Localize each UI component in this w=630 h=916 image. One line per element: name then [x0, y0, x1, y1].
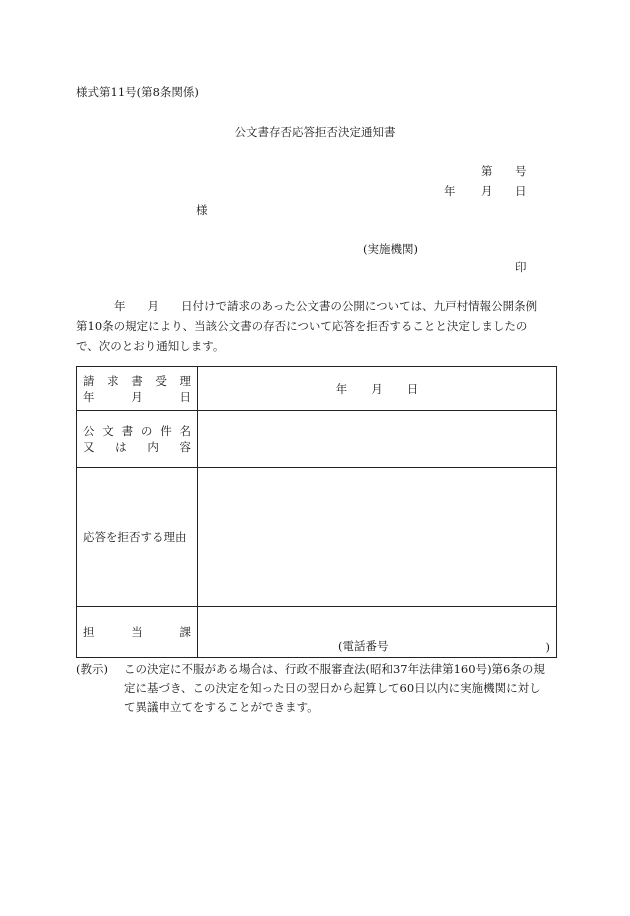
table-row-receipt-date: [77, 367, 557, 411]
value-document-title[interactable]: [198, 411, 557, 468]
receipt-year: 年: [335, 381, 348, 396]
notice-table: [76, 366, 557, 658]
receipt-day: 日: [406, 381, 419, 396]
label-document-title: [77, 411, 198, 468]
doc-number-prefix: 第: [481, 164, 493, 178]
label-document-title-line1: 公 文 書 の 件 名: [83, 424, 191, 438]
label-refusal-reason: 応答を拒否する理由: [77, 468, 198, 607]
seal-mark: 印: [515, 260, 527, 274]
date-day: 日: [515, 184, 527, 198]
receipt-month: 月: [371, 381, 383, 396]
instruction-line-3: て異議申立てをすることができます。: [124, 700, 319, 714]
body-line-2: 第10条の規定により、当該公文書の存否について応答を拒否することと決定しましたの: [76, 319, 528, 333]
instruction-line-1: この決定に不服がある場合は、行政不服審査法(昭和37年法律第160号)第6条の規: [124, 662, 545, 676]
page-title: 公文書存否応答拒否決定通知書: [234, 125, 396, 139]
label-department: 担 当 課: [77, 607, 198, 658]
body-line-1-rest: 日付けで請求のあった公文書の公開については、九戸村情報公開条例: [181, 299, 538, 313]
label-receipt-date-line1: 請 求 書 受 理: [83, 373, 191, 388]
form-number: 様式第11号(第8条関係): [76, 85, 199, 99]
label-document-title-line2: 又 は 内 容: [83, 440, 191, 454]
body-date-year: 年: [114, 299, 126, 313]
body-paragraph: [76, 296, 560, 356]
value-department[interactable]: [198, 607, 557, 658]
body-line-3: で、次のとおり通知します。: [76, 339, 225, 353]
date-year: 年: [444, 184, 456, 198]
value-refusal-reason[interactable]: [198, 468, 557, 607]
instruction-note: [76, 660, 560, 717]
agency-label: (実施機関): [363, 242, 418, 256]
body-line-1: [76, 296, 560, 316]
label-receipt-date-line2: 年 月 日: [83, 389, 191, 404]
table-row-document-title: [77, 411, 557, 468]
table-row-department: [77, 607, 557, 658]
instruction-heading: (教示): [76, 662, 108, 676]
addressee-suffix: 様: [196, 203, 208, 217]
body-date-month: 月: [147, 299, 159, 313]
value-receipt-date[interactable]: [198, 367, 557, 411]
table-row-refusal-reason: [77, 468, 557, 607]
phone-number-label: (電話番号: [338, 639, 389, 653]
label-receipt-date: [77, 367, 198, 411]
phone-number-close: ): [545, 640, 550, 654]
doc-number-suffix: 号: [515, 164, 527, 178]
date-month: 月: [481, 184, 493, 198]
instruction-line-2: 定に基づき、この決定を知った日の翌日から起算して60日以内に実施機関に対し: [124, 681, 541, 695]
